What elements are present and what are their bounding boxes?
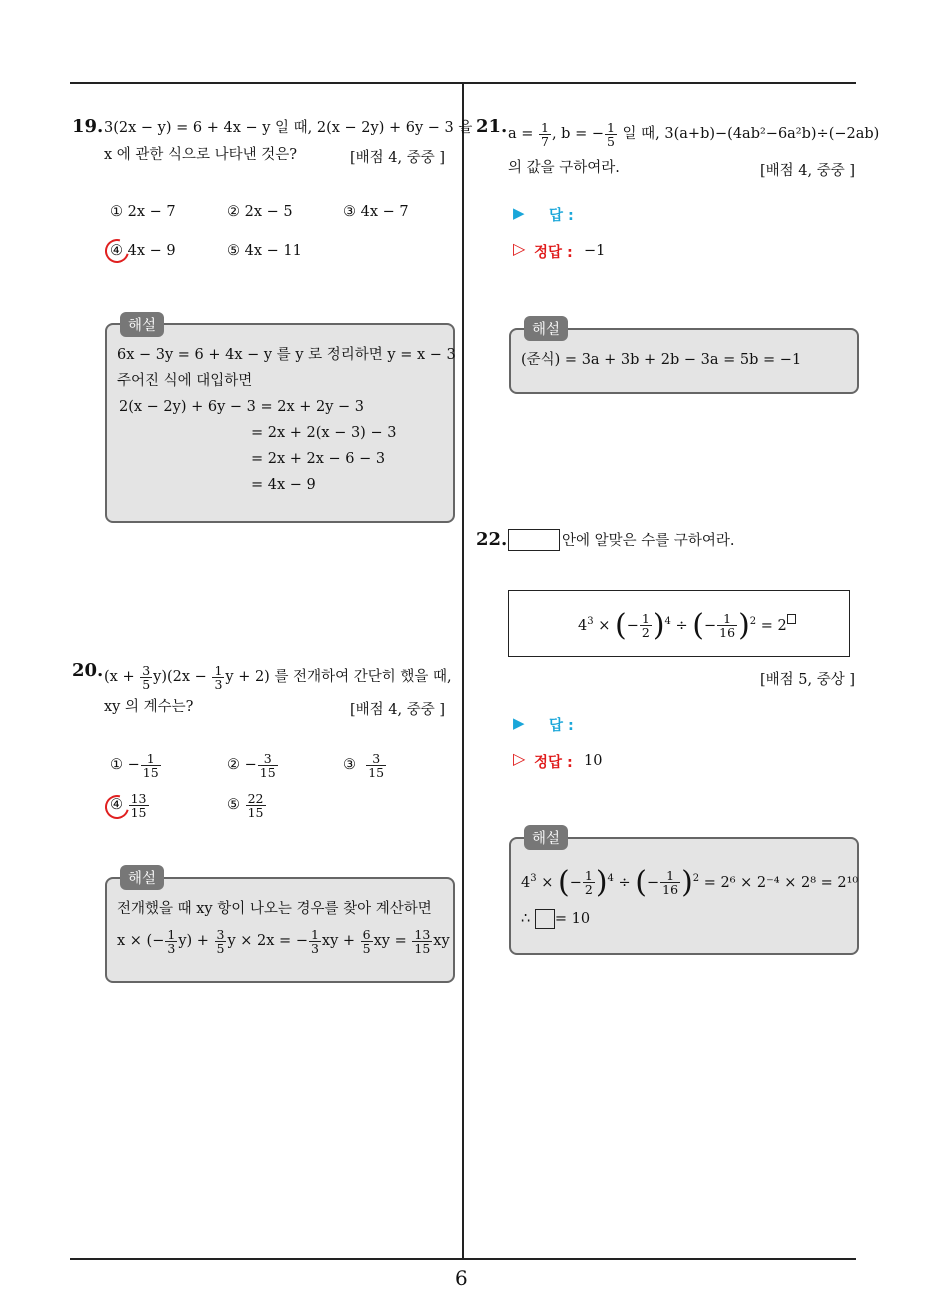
q21-stem-line2: 의 값을 구하여라.: [508, 160, 620, 176]
q22-number: 22.: [476, 529, 508, 550]
q20-score: [배점 4, 중중 ]: [350, 702, 446, 718]
q20-choice-1[interactable]: ① − $\frac{1}{15}$: [110, 750, 159, 780]
column-divider: [462, 82, 464, 1260]
q20-number: 20.: [72, 660, 104, 681]
q19-choice-2[interactable]: ② 2x − 5: [227, 204, 293, 220]
q22-blank-box: [508, 529, 560, 551]
q20-choice-5[interactable]: ⑤ $\frac{22}{15}$: [227, 790, 264, 820]
q20-stem-line2: xy 의 계수는?: [104, 699, 194, 715]
q20-solution-badge: 해설: [120, 865, 164, 890]
q22-expression: $4^3$ × (− $\frac{1}{2}$ )$^4$ ÷ (− $\frac{1}{16}$ )$^2$ = 2: [578, 600, 796, 648]
q22-play-icon: ▶: [513, 714, 525, 732]
q21-number: 21.: [476, 116, 508, 137]
q22-stem: 안에 알맞은 수를 구하여라.: [562, 533, 735, 549]
q22-correct-icon: ▷: [513, 749, 526, 768]
q19-choice-5[interactable]: ⑤ 4x − 11: [227, 243, 302, 259]
q21-solution: (준식) = 3a + 3b + 2b − 3a = 5b = −1: [521, 352, 802, 368]
q19-sol-line-6: = 4x − 9: [251, 477, 316, 493]
bottom-rule: [70, 1258, 856, 1260]
q22-correct-label: 정답 :: [534, 755, 573, 771]
q22-sol-blank-box: [535, 909, 555, 929]
q20-sol-line-2: x × (− $\frac{1}{3}$ y) + $\frac{3}{5}$ y × 2x = − $\frac{1}{3}$ xy + $\frac{6}{5}$ xy = $\frac{13}{15}$ xy: [117, 926, 450, 956]
q21-correct-value: −1: [584, 243, 606, 259]
q22-correct-value: 10: [584, 753, 603, 769]
q19-score: [배점 4, 중중 ]: [350, 150, 446, 166]
q20-stem-line1: (x + $\frac{3}{5}$ y)(2x − $\frac{1}{3}$ y + 2) 를 전개하여 간단히 했을 때,: [104, 662, 452, 692]
q22-solution-badge: 해설: [524, 825, 568, 850]
q20-choice-3[interactable]: ③ $\frac{3}{15}$: [343, 750, 385, 780]
q19-sol-line-2: 주어진 식에 대입하면: [117, 373, 253, 389]
q21-play-icon: ▶: [513, 204, 525, 222]
q21-correct-icon: ▷: [513, 239, 526, 258]
q21-correct-label: 정답 :: [534, 245, 573, 261]
q19-choice-1[interactable]: ① 2x − 7: [110, 204, 176, 220]
q19-stem-line2: x 에 관한 식으로 나타낸 것은?: [104, 147, 298, 163]
q19-stem-line1: 3(2x − y) = 6 + 4x − y 일 때, 2(x − 2y) + 6y − 3 을: [104, 120, 473, 136]
q20-choice-2[interactable]: ② − $\frac{3}{15}$: [227, 750, 276, 780]
q22-score: [배점 5, 중상 ]: [760, 672, 856, 688]
q19-sol-line-1: 6x − 3y = 6 + 4x − y 를 y 로 정리하면 y = x − 3: [117, 347, 456, 363]
q19-sol-line-3: 2(x − 2y) + 6y − 3 = 2x + 2y − 3: [119, 399, 365, 415]
q19-answer-mark: [101, 235, 134, 268]
q21-stem-line1: a = $\frac{1}{7}$ , b = − $\frac{1}{5}$ 일 때, 3(a+b)−(4ab²−6a²b)÷(−2ab): [508, 119, 880, 149]
q21-score: [배점 4, 중중 ]: [760, 163, 856, 179]
q21-solution-badge: 해설: [524, 316, 568, 341]
q20-sol-line-1: 전개했을 때 xy 항이 나오는 경우를 찾아 계산하면: [117, 901, 432, 917]
q22-sol-line-1: $4^3$ × (− $\frac{1}{2}$ )$^4$ ÷ (− $\frac{1}{16}$ )$^2$ = 2⁶ × 2⁻⁴ × 2⁸ = 2¹⁰: [521, 864, 859, 900]
q21-answer-label: 답 :: [549, 208, 574, 224]
q22-sol-line-2: ∴ = 10: [521, 911, 591, 927]
q19-sol-line-4: = 2x + 2(x − 3) − 3: [251, 425, 397, 441]
q19-solution-badge: 해설: [120, 312, 164, 337]
q19-choice-3[interactable]: ③ 4x − 7: [343, 204, 409, 220]
q22-answer-label: 답 :: [549, 718, 574, 734]
q19-choice-4[interactable]: ④ 4x − 9: [110, 243, 176, 259]
page-number: 6: [455, 1266, 468, 1290]
q19-number: 19.: [72, 116, 104, 137]
q19-sol-line-5: = 2x + 2x − 6 − 3: [251, 451, 386, 467]
q20-choice-4[interactable]: ④ $\frac{13}{15}$: [110, 790, 147, 820]
